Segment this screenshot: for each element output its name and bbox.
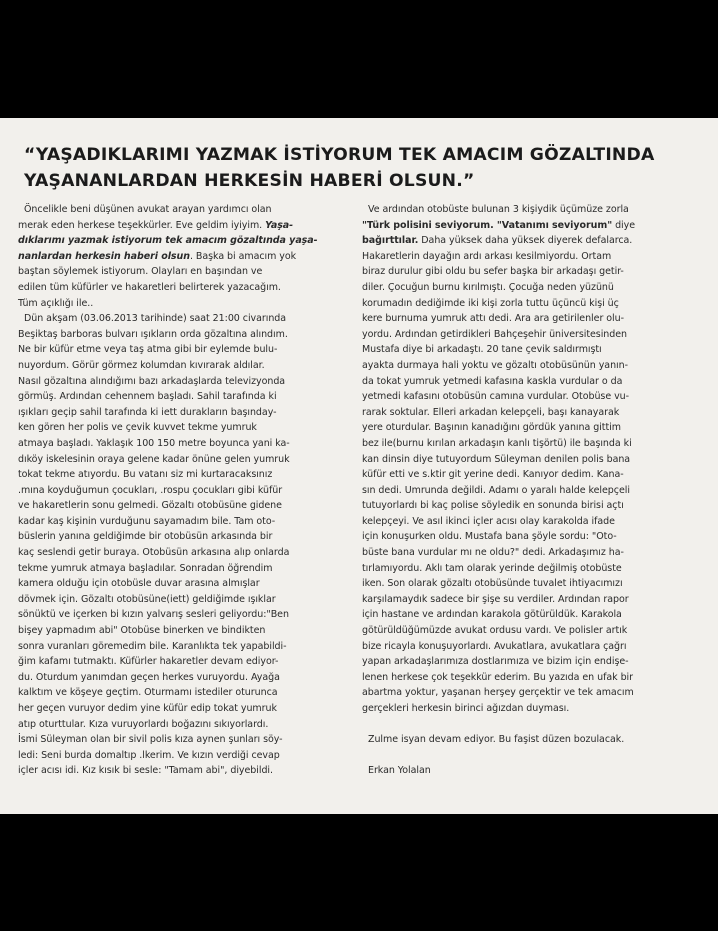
line-text: diler. Çocuğun burnu kırılmıştı. Çocuğa neden yüzünü [362,281,614,293]
line-text: iken. Son olarak gözaltı otobüsünde tuvalet ihtiyacımızı [362,578,623,590]
left-text-column [18,202,354,779]
line-text: sın dedi. Umrunda değildi. Adamı o yaralı halde kelepçeli [362,484,630,496]
text-line [362,623,702,639]
text-line [18,685,354,701]
line-text: Öncelikle beni düşünen avukat arayan yardımcı olan [24,204,272,215]
line-text: ken gören her polis ve çevik kuvvet tekme yumruk [18,422,257,434]
line-tail: Daha yüksek daha yüksek diyerek defalarca. [418,235,633,247]
line-text: tekme yumruk atmaya başladılar. Sonradan öğrendim [18,562,273,574]
text-line [362,639,702,655]
line-text: du. Oturdum yanımdan geçen herkes vuruyordu. Ayağa [18,671,280,683]
line-text: Erkan Yolalan [368,765,431,777]
line-text: dövmek için. Gözaltı otobüsüne(iett) geldiğimde ışıklar [18,593,276,605]
text-line [362,374,702,390]
line-text: ayakta durmaya hali yoktu ve gözaltı otobüsünün yanın- [362,359,628,371]
text-line [362,311,702,327]
text-line [362,233,702,249]
text-line [362,607,702,623]
paragraph-gap [362,748,702,764]
line-text: yetmedi kafasını otobüsün camına vurdular. Otobüse vu- [362,391,630,403]
line-text: dıköy iskelesinin oraya gelene kadar önüne gelen yumruk [18,453,290,465]
line-text: küfür etti ve s.ktir git yerine dedi. Kanıyor dedim. Kana- [362,469,624,481]
text-line [362,592,702,608]
text-line [18,514,354,530]
line-text: Beşiktaş barboras bulvarı ışıkların orda gözaltına alındım. [18,328,288,340]
text-line [362,514,702,530]
line-text: Dün akşam (03.06.2013 tarihinde) saat 21:00 civarında [24,313,287,325]
text-line [362,420,702,436]
line-text: edilen tüm küfürler ve hakaretleri belirterek yazacağım. [18,281,281,293]
text-line [18,311,354,327]
text-line [18,358,354,374]
text-line [362,218,702,234]
text-line [18,264,354,280]
text-line [362,732,702,748]
text-line [362,405,702,421]
text-line [18,280,354,296]
line-text: ışıkları geçip sahil tarafında ki iett durakların başınday- [18,406,277,418]
text-line [18,342,354,358]
text-line [362,561,702,577]
text-line [362,529,702,545]
line-text: her geçen vuruyor dedim yine küfür edip tokat yumruk [18,703,277,714]
text-line [362,763,702,779]
text-line [18,467,354,483]
text-line [18,405,354,421]
text-line [362,296,702,312]
text-line [362,264,702,280]
text-line [362,436,702,452]
text-line [18,639,354,655]
line-text: bez ile(burnu kırılan arkadaşın kanlı tişörtü) ile başında ki [362,437,632,449]
text-line [18,218,354,234]
line-text: için konuşurken oldu. Mustafa bana şöyle sordu: "Oto- [362,531,617,543]
line-text: .mına koyduğumun çocukları, .rospu çocukları gibi küfür [18,484,283,496]
text-line [18,389,354,405]
text-line [362,467,702,483]
line-text: tutuyorlardı bi kaç polise söyledik en sonunda birisi açtı [362,500,624,512]
line-text: lenen herkese çok teşekkür ederim. Bu yazıda en ufak bir [362,671,633,683]
text-line [362,358,702,374]
line-text: merak eden herkese teşekkürler. Eve geldim iyiyim. [18,219,266,231]
text-line [18,654,354,670]
text-line [18,296,354,312]
text-line [362,249,702,265]
text-line [362,452,702,468]
line-text: büslerin yanına geldiğimde bir otobüsün arkasında bir [18,531,273,543]
text-line [18,233,354,249]
text-line [18,498,354,514]
line-text: nanlardan herkesin haberi olsun [18,250,190,262]
line-text: kadar kaş kişinin vurduğunu sayamadım bile. Tam oto- [18,515,276,527]
text-line [362,576,702,592]
text-line [18,592,354,608]
text-line [18,717,354,733]
text-line [362,545,702,561]
line-text: tokat tekme atıyordu. Bu vatanı siz mi kurtaracaksınız [18,469,273,481]
text-line [18,483,354,499]
text-line [18,561,354,577]
line-text: için hastane ve ardından karakola götürüldük. Karakola [362,609,622,621]
line-text: "Türk polisini seviyorum. "Vatanımı seviyorum" [362,219,613,231]
text-line [362,389,702,405]
line-text: atmaya başladı. Yaklaşık 100 150 metre boyunca yani ka- [18,437,290,449]
line-text: Ve ardından otobüste bulunan 3 kişiydik üçümüze zorla [368,204,629,215]
line-tail: Yaşa- [265,219,294,231]
headline-line-2: YAŞANANLARDAN HERKESİN HABERİ OLSUN.” [24,171,475,191]
line-text: da tokat yumruk yetmedi kafasına kaskla vurdular o da [362,375,623,387]
text-line [18,249,354,265]
text-line [18,436,354,452]
text-line [362,685,702,701]
text-line [18,732,354,748]
line-text: görmüş. Ardından cehennem başladı. Sahil tarafında ki [18,391,277,403]
line-text: kan dinsin diye tutuyordum Süleyman denilen polis bana [362,453,631,465]
line-text: bişey yapmadım abi" Otobüse binerken ve bindikten [18,625,266,637]
text-line [362,701,702,717]
line-text: Mustafa diye bi arkadaştı. 20 tane çevik saldırmıştı [362,344,602,356]
line-text: sonra vuranları göremedim bile. Karanlıkta tek yapabildi- [18,640,287,652]
line-text: dıklarımı yazmak istiyorum tek amacım gözaltında yaşa- [18,235,318,247]
text-line [18,327,354,343]
newspaper-clipping [0,118,718,814]
line-text: biraz durulur gibi oldu bu sefer başka bir arkadaşı getir- [362,266,624,278]
text-line [362,654,702,670]
line-text: rarak soktular. Elleri arkadan kelepçeli, başı kanayarak [362,406,620,418]
line-text: yordu. Ardından getirdikleri Bahçeşehir üniversitesinden [362,328,628,340]
line-text: götürüldüğümüzde avukat ordusu vardı. Ve polisler artık [362,625,628,637]
text-line [18,529,354,545]
text-line [18,623,354,639]
line-text: abartma yoktur, yaşanan herşey gerçektir ve tek amacım [362,687,634,699]
line-text: atıp oturttular. Kıza vuruyorlardı boğazını sıkıyorlardı. [18,718,269,730]
text-line [18,670,354,686]
text-line [18,452,354,468]
line-text: Ne bir küfür etme veya taş atma gibi bir eylemde bulu- [18,344,278,356]
line-text: ve hakaretlerin sonu gelmedi. Gözaltı otobüsüne gidene [18,500,282,512]
line-text: nuyordum. Görür görmez kolumdan kıvırarak aldılar. [18,359,265,371]
line-text: büste bana vurdular mı ne oldu?" dedi. Arkadaşımız ha- [362,547,624,559]
text-line [18,576,354,592]
line-tail: diye [612,219,636,231]
text-line [362,483,702,499]
line-text: kaç seslendi getir buraya. Otobüsün arkasına alıp onlarda [18,547,290,559]
headline-line-1: “YAŞADIKLARIMI YAZMAK İSTİYORUM TEK AMACIM GÖZALTINDA [24,145,655,165]
line-text: karşılamaydık sadece bir şişe su verdiler. Ardından rapor [362,593,629,605]
line-text: bağırttılar. [362,235,419,247]
line-text: Nasıl gözaltına alındığımı bazı arkadaşlarda televizyonda [18,375,286,387]
line-text: Zulme isyan devam ediyor. Bu faşist düzen bozulacak. [368,734,625,746]
text-line [18,748,354,764]
text-line [18,420,354,436]
text-line [18,763,354,779]
right-text-column [362,202,702,779]
line-text: kalktım ve köşeye geçtim. Oturmamı istediler oturunca [18,687,278,699]
line-text: yapan arkadaşlarımıza dostlarımıza ve bizim için endişe- [362,656,629,668]
line-text: İsmi Süleyman olan bir sivil polis kıza aynen şunları söy- [18,734,283,746]
paragraph-gap [362,717,702,733]
line-text: kere burnuma yumruk attı dedi. Ara ara getirilenler olu- [362,313,624,325]
text-line [362,342,702,358]
line-text: bize ricayla konuşuyorlardı. Avukatlara, avukatlara çağrı [362,640,627,652]
line-text: kelepçeyi. Ve asıl ikinci içler acısı olay karakolda ifade [362,515,615,527]
line-text: Hakaretlerin dayağın ardı arkası kesilmiyordu. Ortam [362,250,612,262]
text-line [18,701,354,717]
line-text: sönüktü ve içerken bi kızın yalvarış sesleri geliyordu:"Ben [18,609,289,621]
text-line [362,327,702,343]
line-text: ledi: Seni burda domaltıp .lkerim. Ve kızın verdiği cevap [18,749,280,761]
line-text: baştan söylemek istiyorum. Olayları en başından ve [18,266,263,278]
text-line [362,670,702,686]
text-line [18,374,354,390]
line-text: ğim kafamı tutmaktı. Küfürler hakaretler devam ediyor- [18,656,279,668]
article-headline [24,142,704,194]
line-text: Tüm açıklığı ile.. [18,297,94,309]
text-line [362,202,702,218]
line-tail: . Başka bi amacım yok [189,250,297,262]
text-line [18,202,354,218]
text-line [362,280,702,296]
line-text: içler acısı idi. Kız kısık bi sesle: "Tamam abi", diyebildi. [18,765,273,777]
text-line [18,545,354,561]
text-line [362,498,702,514]
line-text: kamera olduğu için otobüsle duvar arasına almışlar [18,578,260,590]
line-text: yere oturdular. Başının kanadığını gördük yanına gittim [362,422,621,434]
line-text: gerçekleri herkesin birinci ağızdan duyması. [362,703,570,714]
line-text: tırlamıyordu. Aklı tam olarak yerinde değilmiş otobüste [362,562,622,574]
text-line [18,607,354,623]
line-text: korumadın dediğimde iki kişi zorla tuttu üçüncü kişi üç [362,297,619,309]
